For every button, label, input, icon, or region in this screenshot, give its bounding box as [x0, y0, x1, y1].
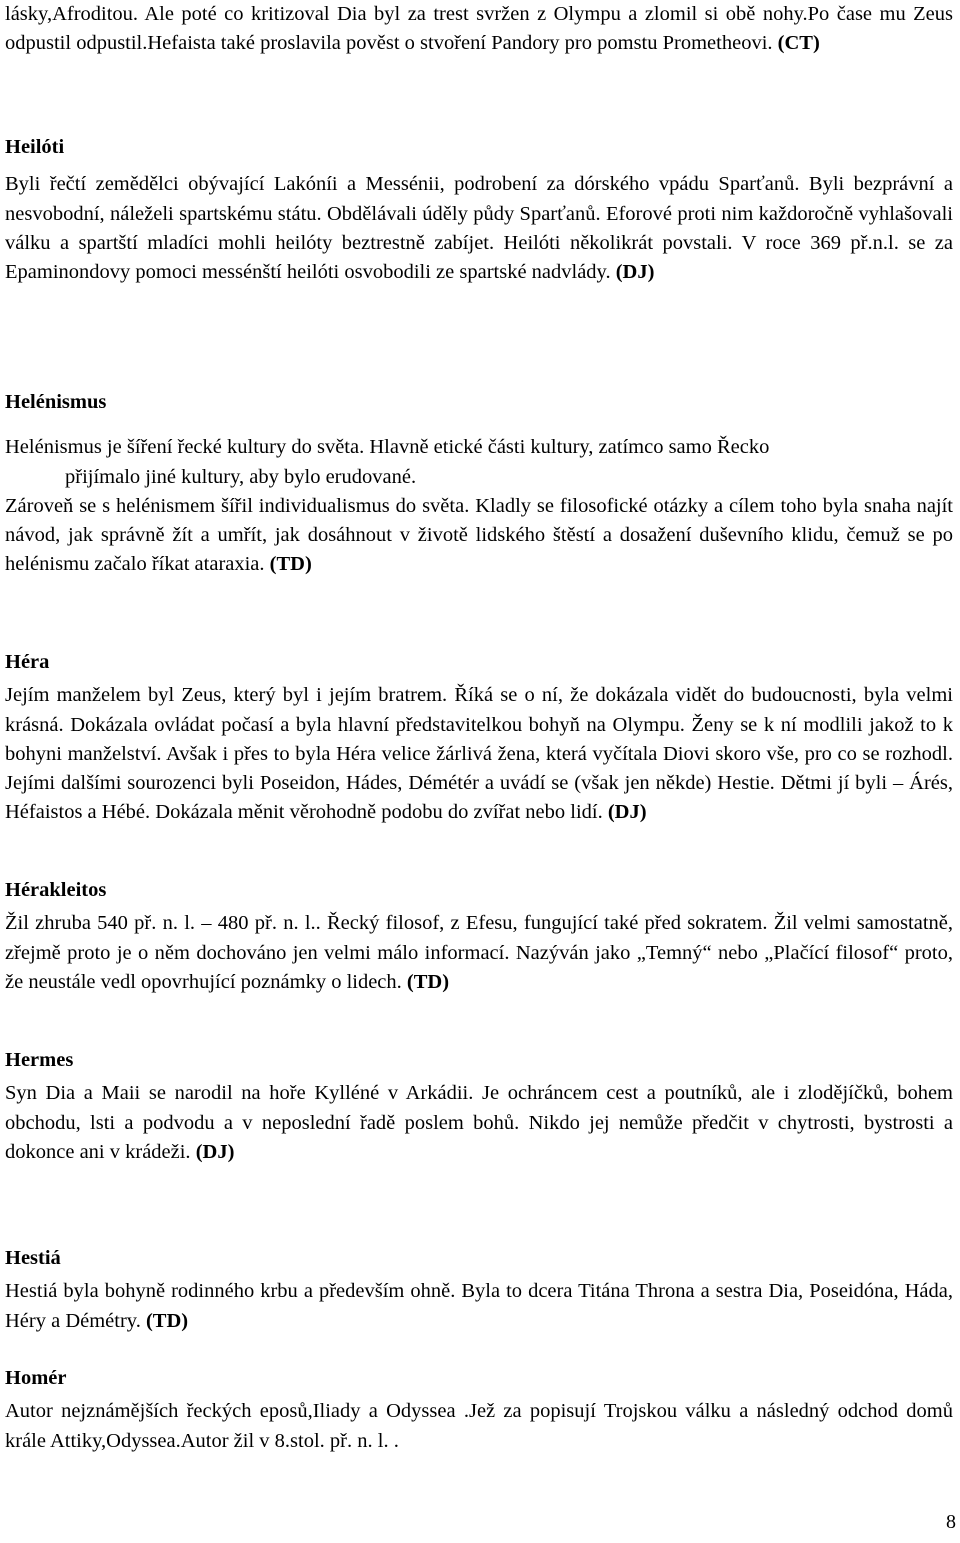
entry-hestia [5, 1244, 953, 1336]
author-tag: (TD) [145, 1309, 189, 1332]
entry-text: Byli řečtí zemědělci obývající Lakóníi a Messénii, podrobení za dórského vpádu Sparťanů. Byli bezprávní a nesvobodní, náleželi spartskému státu. Obdělávali úděly půdy Sparťanů. Eforové proti nim každoročně vyhlašovali válku a spartští mladíci mohli heilóty beztrestně zabíjet. Heilóti několikrát povstali. V roce 369 př.n.l. se za Epaminondovy pomoci messénští heilóti osvobodili ze spartské nadvlády. [5, 173, 953, 284]
entry-text: Zároveň se s helénismem šířil individualismus do světa. Kladly se filosofické otázky a cílem toho byla snaha najít návod, jak správně žít a umřít, jak dosáhnout v životě lidského štěstí a dosažení duševního klidu, čemuž se po helénismu začalo říkat ataraxia. [5, 494, 953, 576]
entry-heading: Heilóti [5, 136, 65, 158]
entry-paragraph: Helénismus je šíření řecké kultury do světa. Hlavně etické části kultury, zatímco samo Řecko [5, 436, 770, 459]
entry-heiloti [5, 133, 953, 287]
page-number: 8 [946, 1511, 956, 1533]
entry-homer [5, 1364, 953, 1456]
author-tag: (DJ) [615, 261, 655, 284]
entry-hermes [5, 1046, 953, 1167]
entry-heading: Hestiá [5, 1247, 61, 1269]
author-tag: (TD) [269, 553, 312, 576]
intro-paragraph [5, 0, 953, 59]
author-tag: (TD) [406, 970, 450, 993]
entry-paragraph: Autor nejznámějších řeckých eposů,Iliady a Odyssea .Jež za popisují Trojskou válku a následný odchod domů krále Attiky,Odyssea.Autor žil v 8.stol. př. n. l. . [5, 1400, 953, 1452]
entry-paragraph [5, 170, 953, 287]
entry-text: Syn Dia a Maii se narodil na hoře Kylléné v Arkádii. Je ochráncem cest a poutníků, ale i zlodějíčků, bohem obchodu, lsti a podvodu a v neposlední řadě poslem bohů. Nikdo jej nemůže předčit v chytrosti, bystrosti a dokonce ani v krádeži. [5, 1082, 953, 1163]
author-tag: (DJ) [195, 1140, 235, 1163]
entry-paragraph [5, 1079, 953, 1167]
entry-helenismus [5, 388, 953, 580]
entry-paragraph [5, 681, 953, 827]
entry-text: Jejím manželem byl Zeus, který byl i jejím bratrem. Říká se o ní, že dokázala vidět do budoucnosti, byla velmi krásná. Dokázala ovládat počasí a byla hlavní představitelkou bohyň na Olympu. Ženy se k ní modlili jakož to k bohyni manželství. Avšak i přes to byla Héra velice žárlivá žena, která vyčítala Diovi skoro vše, pro co se rozhodl. Jejími dalšími sourozenci byli Poseidon, Hádes, Démétér a uvádí se (však jen někde) Hestie. Dětmi jí byli – Árés, Héfaistos a Hébé. Dokázala měnit věrohodně podobu do zvířat nebo lidí. [5, 684, 953, 824]
entry-paragraph [5, 909, 953, 997]
entry-heading: Helénismus [5, 391, 107, 413]
intro-section [5, 0, 953, 59]
entry-heading: Hérakleitos [5, 879, 107, 901]
entry-paragraph-indented: přijímalo jiné kultury, aby bylo erudované. [65, 465, 417, 488]
entry-paragraph [5, 492, 953, 580]
entry-heading: Hermes [5, 1049, 74, 1071]
entry-text: Hestiá byla bohyně rodinného krbu a především ohně. Byla to dcera Titána Throna a sestra Dia, Poseidóna, Háda, Héry a Démétry. [5, 1280, 953, 1332]
entry-heading: Homér [5, 1367, 67, 1389]
author-tag: (CT) [777, 32, 820, 55]
author-tag: (DJ) [607, 801, 647, 824]
entry-heading: Héra [5, 651, 50, 673]
entry-text: Žil zhruba 540 př. n. l. – 480 př. n. l.. Řecký filosof, z Efesu, fungující také před sokratem. Žil velmi samostatně, zřejmě proto je o něm dochováno jen velmi málo informací. Nazýván jako „Temný“ nebo „Plačící filosof“ proto, že neustále vedl opovrhující poznámky o lidech. [5, 912, 953, 993]
entry-hera [5, 648, 953, 828]
entry-paragraph [5, 1277, 953, 1336]
intro-text: lásky,Afroditou. Ale poté co kritizoval Dia byl za trest svržen z Olympu a zlomil si obě nohy.Po čase mu Zeus odpustil odpustil.Hefaista také proslavila pověst o stvoření Pandory pro pomstu Prometheovi. [5, 3, 953, 55]
entry-herakleitos [5, 876, 953, 997]
